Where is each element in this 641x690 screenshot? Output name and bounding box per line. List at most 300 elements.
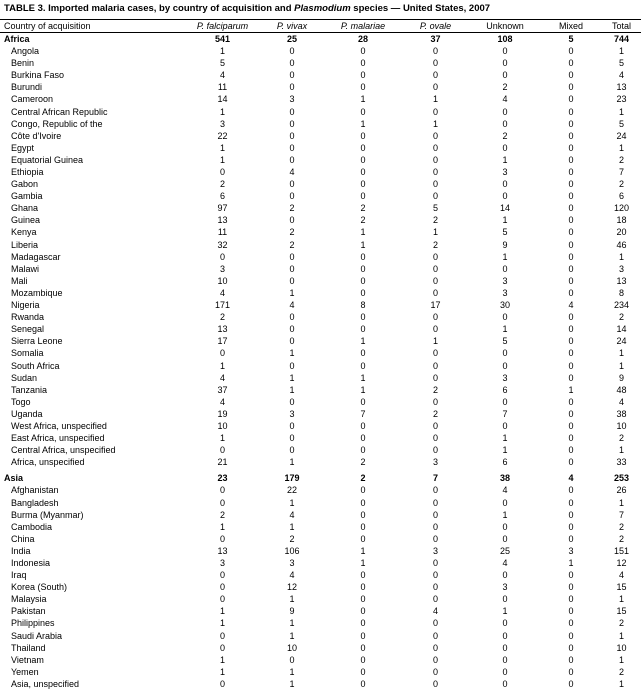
cell-mixed: 0 <box>568 94 574 105</box>
table-row <box>0 497 641 509</box>
cell-malariae: 0 <box>360 360 366 371</box>
cell-ovale: 0 <box>432 630 438 641</box>
cell-unknown: 1 <box>502 251 508 262</box>
cell-falciparum: 1 <box>219 433 225 444</box>
cell-total: 744 <box>613 33 630 44</box>
cell-mixed: 0 <box>568 433 574 444</box>
cell-vivax: 4 <box>289 300 295 311</box>
cell-ovale: 0 <box>432 82 438 93</box>
cell-unknown: 0 <box>502 360 508 371</box>
cell-mixed: 0 <box>568 485 574 496</box>
malaria-cases-table <box>0 19 641 690</box>
table-row <box>0 484 641 496</box>
cell-ovale: 0 <box>432 642 438 653</box>
cell-malariae: 1 <box>360 239 366 250</box>
cell-malariae: 28 <box>357 33 368 44</box>
table-row <box>0 678 641 690</box>
cell-total: 7 <box>618 509 624 520</box>
cell-ovale: 0 <box>432 324 438 335</box>
cell-ovale: 0 <box>432 360 438 371</box>
cell-malariae: 0 <box>360 130 366 141</box>
table-body <box>0 32 641 690</box>
cell-unknown: 1 <box>502 215 508 226</box>
cell-total: 2 <box>618 521 624 532</box>
table-row <box>0 226 641 238</box>
cell-total: 1 <box>618 360 624 371</box>
cell-vivax: 22 <box>286 485 297 496</box>
cell-malariae: 0 <box>360 58 366 69</box>
cell-mixed: 0 <box>568 312 574 323</box>
cell-malariae: 0 <box>360 82 366 93</box>
cell-total: 4 <box>618 70 624 81</box>
cell-malariae: 7 <box>360 408 366 419</box>
cell-country: Kenya <box>11 227 37 238</box>
cell-falciparum: 541 <box>214 33 231 44</box>
column-header-unknown: Unknown <box>470 19 540 32</box>
cell-ovale: 0 <box>432 521 438 532</box>
cell-malariae: 8 <box>360 300 366 311</box>
table-row <box>0 106 641 118</box>
table-row <box>0 581 641 593</box>
cell-vivax: 106 <box>284 545 300 556</box>
cell-falciparum: 10 <box>217 420 228 431</box>
cell-mixed: 0 <box>568 678 574 689</box>
table-title-prefix: TABLE 3. Imported malaria cases, by country of acquisition and <box>4 3 295 14</box>
cell-vivax: 0 <box>289 396 295 407</box>
cell-vivax: 1 <box>289 372 295 383</box>
table-row <box>0 57 641 69</box>
cell-total: 13 <box>616 275 627 286</box>
cell-malariae: 1 <box>360 118 366 129</box>
cell-mixed: 0 <box>568 606 574 617</box>
cell-falciparum: 0 <box>219 167 225 177</box>
table-row <box>0 154 641 166</box>
cell-country: Sudan <box>11 372 38 383</box>
cell-total: 18 <box>616 215 627 226</box>
column-header-mixed: Mixed <box>540 19 602 32</box>
cell-malariae: 1 <box>360 227 366 238</box>
cell-vivax: 0 <box>289 191 295 202</box>
cell-country: Mozambique <box>11 287 63 298</box>
cell-vivax: 2 <box>289 533 295 544</box>
cell-vivax: 2 <box>289 239 295 250</box>
cell-total: 120 <box>613 203 630 214</box>
cell-ovale: 0 <box>432 191 438 202</box>
cell-country: Côte d'Ivoire <box>11 130 62 141</box>
cell-unknown: 0 <box>502 666 508 677</box>
cell-total: 3 <box>618 263 624 274</box>
cell-ovale: 0 <box>432 348 438 359</box>
cell-unknown: 1 <box>502 433 508 444</box>
table-row <box>0 202 641 214</box>
cell-falciparum: 21 <box>217 457 228 468</box>
cell-ovale: 0 <box>432 497 438 508</box>
cell-vivax: 4 <box>289 570 295 581</box>
cell-falciparum: 4 <box>219 372 225 383</box>
cell-total: 23 <box>616 94 627 105</box>
cell-malariae: 0 <box>360 618 366 629</box>
cell-falciparum: 1 <box>219 666 225 677</box>
cell-unknown: 0 <box>502 46 508 57</box>
cell-ovale: 2 <box>432 408 438 419</box>
cell-unknown: 1 <box>502 154 508 165</box>
cell-total: 26 <box>616 485 627 496</box>
cell-country: Burma (Myanmar) <box>11 509 84 520</box>
cell-falciparum: 6 <box>219 191 225 202</box>
cell-falciparum: 32 <box>217 239 228 250</box>
cell-mixed: 1 <box>568 384 574 395</box>
cell-unknown: 0 <box>502 642 508 653</box>
cell-falciparum: 23 <box>217 473 228 484</box>
cell-total: 8 <box>618 287 624 298</box>
cell-malariae: 1 <box>360 372 366 383</box>
cell-falciparum: 0 <box>219 497 225 508</box>
cell-country: Angola <box>11 46 40 57</box>
cell-falciparum: 13 <box>217 215 228 226</box>
table-row <box>0 372 641 384</box>
cell-mixed: 0 <box>568 324 574 335</box>
cell-country: Asia <box>4 473 24 484</box>
cell-vivax: 2 <box>289 203 295 214</box>
cell-total: 2 <box>618 666 624 677</box>
cell-total: 1 <box>618 594 624 605</box>
cell-country: Madagascar <box>11 251 61 262</box>
cell-unknown: 3 <box>502 372 508 383</box>
cell-ovale: 1 <box>432 118 438 129</box>
cell-country: Bangladesh <box>11 497 59 508</box>
cell-mixed: 0 <box>568 336 574 347</box>
cell-malariae: 0 <box>360 666 366 677</box>
cell-unknown: 14 <box>499 203 510 214</box>
cell-malariae: 0 <box>360 324 366 335</box>
cell-country: Malaysia <box>11 594 47 605</box>
cell-unknown: 0 <box>502 533 508 544</box>
cell-total: 4 <box>618 570 624 581</box>
cell-unknown: 4 <box>502 558 508 568</box>
cell-vivax: 0 <box>289 130 295 141</box>
table-row <box>0 630 641 642</box>
cell-total: 5 <box>618 118 624 129</box>
cell-mixed: 0 <box>568 396 574 407</box>
cell-falciparum: 1 <box>219 142 225 153</box>
cell-malariae: 0 <box>360 509 366 520</box>
cell-mixed: 0 <box>568 130 574 141</box>
cell-mixed: 0 <box>568 215 574 226</box>
cell-unknown: 38 <box>499 473 510 484</box>
cell-unknown: 6 <box>502 457 508 468</box>
table-row <box>0 444 641 456</box>
cell-total: 7 <box>618 167 624 177</box>
cell-vivax: 3 <box>289 408 295 419</box>
cell-vivax: 12 <box>286 582 297 593</box>
table-row <box>0 239 641 251</box>
cell-country: Somalia <box>11 348 44 359</box>
cell-unknown: 0 <box>502 348 508 359</box>
cell-unknown: 0 <box>502 654 508 665</box>
cell-falciparum: 2 <box>219 312 225 323</box>
cell-country: Cambodia <box>11 521 53 532</box>
cell-country: Pakistan <box>11 606 46 617</box>
cell-falciparum: 1 <box>219 106 225 117</box>
cell-falciparum: 1 <box>219 618 225 629</box>
cell-falciparum: 0 <box>219 348 225 359</box>
cell-falciparum: 1 <box>219 46 225 57</box>
column-header-vivax: P. vivax <box>259 19 325 32</box>
cell-mixed: 0 <box>568 275 574 286</box>
cell-total: 1 <box>618 142 624 153</box>
cell-falciparum: 2 <box>219 509 225 520</box>
cell-ovale: 0 <box>432 275 438 286</box>
cell-vivax: 0 <box>289 179 295 190</box>
cell-vivax: 1 <box>289 521 295 532</box>
cell-unknown: 0 <box>502 630 508 641</box>
cell-country: Central Africa, unspecified <box>11 445 116 456</box>
cell-mixed: 0 <box>568 118 574 129</box>
cell-country: Guinea <box>11 215 41 226</box>
cell-vivax: 179 <box>284 473 300 484</box>
cell-vivax: 0 <box>289 154 295 165</box>
cell-total: 1 <box>618 348 624 359</box>
cell-mixed: 0 <box>568 263 574 274</box>
cell-malariae: 0 <box>360 142 366 153</box>
cell-mixed: 0 <box>568 654 574 665</box>
cell-unknown: 0 <box>502 420 508 431</box>
cell-unknown: 0 <box>502 191 508 202</box>
cell-unknown: 3 <box>502 287 508 298</box>
cell-ovale: 0 <box>432 654 438 665</box>
cell-ovale: 0 <box>432 678 438 689</box>
table-row <box>0 166 641 178</box>
cell-falciparum: 3 <box>219 263 225 274</box>
cell-ovale: 1 <box>432 227 438 238</box>
table-row <box>0 545 641 557</box>
cell-malariae: 0 <box>360 521 366 532</box>
cell-ovale: 0 <box>432 558 438 568</box>
cell-unknown: 25 <box>499 545 510 556</box>
cell-country: Afghanistan <box>11 485 59 496</box>
cell-falciparum: 19 <box>217 408 228 419</box>
cell-ovale: 0 <box>432 570 438 581</box>
cell-vivax: 0 <box>289 336 295 347</box>
cell-malariae: 0 <box>360 420 366 431</box>
cell-total: 24 <box>616 130 627 141</box>
cell-falciparum: 0 <box>219 642 225 653</box>
cell-unknown: 0 <box>502 263 508 274</box>
cell-ovale: 0 <box>432 509 438 520</box>
cell-unknown: 0 <box>502 497 508 508</box>
cell-falciparum: 0 <box>219 630 225 641</box>
cell-vivax: 3 <box>289 94 295 105</box>
table-row <box>0 311 641 323</box>
table-row <box>0 130 641 142</box>
cell-ovale: 0 <box>432 533 438 544</box>
cell-ovale: 0 <box>432 372 438 383</box>
cell-vivax: 9 <box>289 606 295 617</box>
cell-total: 15 <box>616 582 627 593</box>
cell-unknown: 0 <box>502 58 508 69</box>
cell-vivax: 2 <box>289 227 295 238</box>
cell-ovale: 0 <box>432 445 438 456</box>
table-row <box>0 605 641 617</box>
table-row <box>0 45 641 57</box>
cell-country: Philippines <box>11 618 55 629</box>
cell-mixed: 0 <box>568 348 574 359</box>
cell-malariae: 0 <box>360 630 366 641</box>
cell-vivax: 10 <box>286 642 297 653</box>
cell-country: Sierra Leone <box>11 336 63 347</box>
cell-malariae: 0 <box>360 154 366 165</box>
cell-ovale: 0 <box>432 420 438 431</box>
cell-country: Mali <box>11 275 28 286</box>
cell-ovale: 0 <box>432 263 438 274</box>
cell-country: Thailand <box>11 642 46 653</box>
cell-ovale: 0 <box>432 618 438 629</box>
cell-country: Tanzania <box>11 384 48 395</box>
cell-unknown: 7 <box>502 408 508 419</box>
cell-malariae: 0 <box>360 46 366 57</box>
cell-falciparum: 0 <box>219 582 225 593</box>
cell-falciparum: 171 <box>214 300 231 311</box>
cell-malariae: 0 <box>360 497 366 508</box>
cell-ovale: 0 <box>432 666 438 677</box>
cell-mixed: 0 <box>568 666 574 677</box>
table-row <box>0 69 641 81</box>
cell-falciparum: 4 <box>219 70 225 81</box>
cell-country: Gabon <box>11 179 39 190</box>
cell-ovale: 7 <box>432 473 438 484</box>
cell-country: Burundi <box>11 82 43 93</box>
cell-country: South Africa <box>11 360 60 371</box>
cell-unknown: 4 <box>502 94 508 105</box>
cell-vivax: 0 <box>289 445 295 456</box>
cell-mixed: 0 <box>568 82 574 93</box>
cell-ovale: 5 <box>432 203 438 214</box>
cell-falciparum: 11 <box>217 82 228 93</box>
cell-total: 1 <box>618 106 624 117</box>
table-row <box>0 214 641 226</box>
table-row <box>0 323 641 335</box>
cell-ovale: 0 <box>432 46 438 57</box>
cell-mixed: 0 <box>568 239 574 250</box>
cell-ovale: 0 <box>432 167 438 177</box>
cell-unknown: 0 <box>502 106 508 117</box>
cell-unknown: 1 <box>502 509 508 520</box>
cell-falciparum: 1 <box>219 360 225 371</box>
cell-country: Togo <box>11 396 31 407</box>
cell-mixed: 5 <box>568 33 574 44</box>
cell-total: 12 <box>616 558 627 568</box>
cell-unknown: 4 <box>502 485 508 496</box>
cell-unknown: 0 <box>502 594 508 605</box>
cell-vivax: 4 <box>289 509 295 520</box>
cell-mixed: 0 <box>568 582 574 593</box>
column-header-country: Country of acquisition <box>0 19 186 32</box>
cell-unknown: 0 <box>502 179 508 190</box>
cell-mixed: 0 <box>568 179 574 190</box>
cell-vivax: 0 <box>289 142 295 153</box>
cell-country: Uganda <box>11 408 43 419</box>
cell-malariae: 0 <box>360 251 366 262</box>
cell-falciparum: 2 <box>219 179 225 190</box>
cell-country: Vietnam <box>11 654 44 665</box>
table-row <box>0 347 641 359</box>
cell-mixed: 0 <box>568 58 574 69</box>
cell-ovale: 0 <box>432 287 438 298</box>
cell-malariae: 0 <box>360 179 366 190</box>
cell-vivax: 0 <box>289 82 295 93</box>
cell-country: Equatorial Guinea <box>11 154 84 165</box>
cell-total: 38 <box>616 408 627 419</box>
cell-falciparum: 1 <box>219 654 225 665</box>
cell-mixed: 0 <box>568 533 574 544</box>
table-row <box>0 190 641 202</box>
cell-malariae: 0 <box>360 348 366 359</box>
table-header <box>0 19 641 32</box>
table-row <box>0 521 641 533</box>
cell-mixed: 4 <box>568 300 574 311</box>
cell-total: 9 <box>618 372 624 383</box>
cell-total: 6 <box>618 191 624 202</box>
cell-malariae: 0 <box>360 106 366 117</box>
cell-unknown: 1 <box>502 445 508 456</box>
cell-total: 48 <box>616 384 627 395</box>
table-row <box>0 396 641 408</box>
cell-total: 2 <box>618 154 624 165</box>
cell-country: Africa <box>4 33 30 44</box>
cell-total: 234 <box>613 300 630 311</box>
cell-mixed: 0 <box>568 497 574 508</box>
cell-country: Congo, Republic of the <box>11 118 103 129</box>
cell-malariae: 0 <box>360 485 366 496</box>
cell-malariae: 0 <box>360 570 366 581</box>
cell-vivax: 1 <box>289 384 295 395</box>
cell-vivax: 4 <box>289 167 295 177</box>
cell-vivax: 1 <box>289 678 295 689</box>
cell-falciparum: 0 <box>219 533 225 544</box>
cell-malariae: 0 <box>360 433 366 444</box>
table-row <box>0 432 641 444</box>
cell-unknown: 0 <box>502 396 508 407</box>
cell-unknown: 30 <box>499 300 510 311</box>
cell-falciparum: 1 <box>219 154 225 165</box>
cell-ovale: 0 <box>432 130 438 141</box>
table-title-suffix: species — United States, 2007 <box>350 3 491 14</box>
cell-mixed: 0 <box>568 106 574 117</box>
header-row <box>0 19 641 32</box>
table-row-region <box>0 32 641 45</box>
cell-total: 46 <box>616 239 627 250</box>
cell-falciparum: 0 <box>219 445 225 456</box>
cell-country: Ghana <box>11 203 39 214</box>
cell-total: 2 <box>618 618 624 629</box>
cell-malariae: 0 <box>360 167 366 177</box>
table-row <box>0 335 641 347</box>
cell-total: 4 <box>618 396 624 407</box>
cell-mixed: 0 <box>568 570 574 581</box>
cell-total: 33 <box>616 457 627 468</box>
table-row <box>0 118 641 130</box>
cell-falciparum: 0 <box>219 251 225 262</box>
cell-country: Burkina Faso <box>11 70 65 81</box>
cell-unknown: 0 <box>502 118 508 129</box>
cell-ovale: 0 <box>432 594 438 605</box>
cell-country: Korea (South) <box>11 582 68 593</box>
column-header-ovale: P. ovale <box>401 19 470 32</box>
table-row <box>0 251 641 263</box>
cell-mixed: 0 <box>568 642 574 653</box>
cell-total: 20 <box>616 227 627 238</box>
cell-country: Nigeria <box>11 300 40 311</box>
